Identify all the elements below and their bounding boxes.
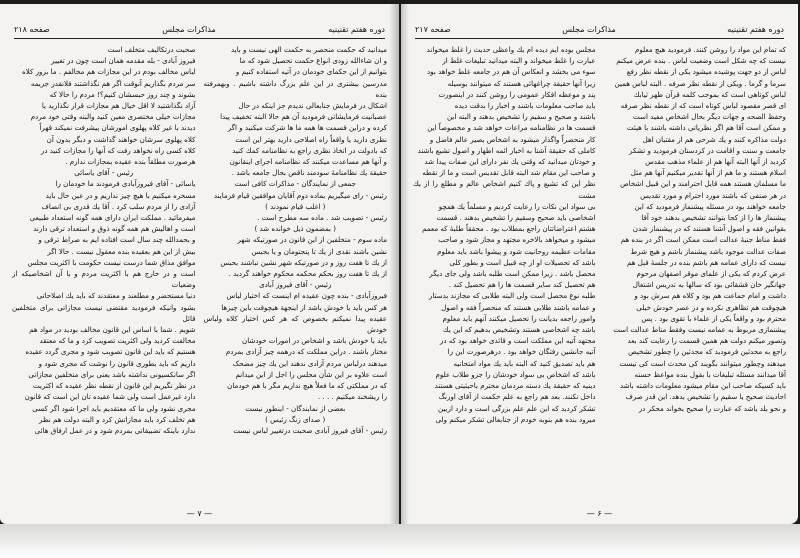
text-line: نظری دارید یا واقعاً راه اصلاحی دارید بهتر این است [235, 134, 387, 144]
text-line: کلاه پهلوی سرشان خواهند گذاشت و دیگر بدون آن [46, 134, 196, 144]
text-line: هشتم اعتراضاتتان راجع بمطلاب بود . محققاً طلبهٔ که معمم [422, 224, 596, 234]
text-line: داریم که باید بطوری قانون را نوشت که مجری شود و [38, 358, 196, 368]
text-line: باشند و صحیح و سقیم را تشخیص بدهند و البته این [447, 112, 596, 122]
text-line: و صاحب این مقام شد البته قابل تقدیس است و ما از نقطه [422, 168, 596, 178]
page-218 [0, 4, 399, 524]
text-line: آزادی را از مردم سلب کرد . آقا یك قدری بی انصاف [41, 201, 196, 211]
text-line: بقوانین فقه و اصول آشنا هستند که در پیشنماز شدن [632, 224, 786, 234]
text-line: میفرمائید . مملکت ایران دارای همه گونه استعداد طبیعی [29, 213, 196, 223]
text-line: است و اهالیش هم همه گونه ذوق و استعداد ترقی دارند [33, 224, 196, 234]
paragraph [204, 234, 388, 279]
text-line: ای قصر مقصود لباس کوتاه است که از نقطه نظر صرفه [620, 101, 786, 111]
text-line: میدهند درلباس مردم آزادی ندهند این یك چیز مضحک [232, 358, 387, 368]
text-line: کار منحصراً واگذار میشود به اشخاص بصیر عالم فاضل و [429, 134, 596, 144]
text-line: و خودتان میدانید که وقتی یك نفر دارای این صفات پیدا شد [424, 157, 596, 167]
text-line: پیشنماز ها را از کجا بتوانند تشخیص بدهند خود آقا [641, 213, 786, 223]
text-line: صحبت درتکالیف متخلف است [107, 45, 196, 54]
text-line: بشوند و چند روز حبسشان کنیم؟! مردم را حالا که [49, 89, 196, 99]
text-line: هم تخلف کرد باید مجازاتش کرد و البته دولت هم نظر [39, 414, 196, 424]
speaker-heading: بعضی از نمایندگان - اینطور نیست [245, 403, 346, 413]
text-line: سر مردم بگذاریم آنوقت اگر هم نگذاشتند فلانقدر جریمه [30, 78, 196, 88]
text-line: در هر صنفی که باشند مورد احترام و مورد تقدیس [640, 190, 786, 200]
text-line: و نحو بلد باشد که عبارت را صحیح بخواند محکر در [638, 403, 786, 413]
text-line: مدرسین بیشتری در این علم بزرگ داشته باشیم . وبهمرفته بنده [203, 78, 387, 99]
speaker-heading: رئیس - آقای یاسائی [74, 168, 134, 178]
text-line: و عمامه باشند طلابی هستند که منحصراً فقه و اصول [441, 302, 596, 312]
paragraph [204, 212, 388, 223]
text-line: باید کسیکه صاحب این مقام میشود معلومات داشته باشد [619, 381, 786, 391]
page-number-label: صفحه ۲۱۸ [14, 25, 50, 34]
folio-number: — ۶ — [586, 509, 613, 518]
text-line: باشد چه اشخاصی هستند وتشخیص بدهیم که این یك [442, 325, 596, 335]
text-line: فقط مناط جنبهٔ عدالت است ممکن است اگر در بنده هم [620, 235, 786, 245]
folio-number: — ۷ — [186, 509, 213, 518]
text-line: مجازات خیلی مختصری معین کنید والبته وقتی خود مردم [30, 112, 196, 122]
text-line: رئیس - آقای فیروز آبادی صحبت درتغییر لباس نیست [233, 425, 387, 435]
text-line: بتوانیم از این حکمای خودمان در آتیه استفاده کنیم و [235, 67, 387, 77]
text-line: کلاه کسی راه نخواهد رفت که آنها را مجازات کنید در [40, 145, 196, 155]
text-line: جامعه خواهند بود در مسئله پیشنماز فرمودید که این [634, 201, 786, 211]
text-line: و ان شاءالله زودی انواع حکمت تحصیل شود که ما [239, 56, 387, 66]
text-line: نیست که چه شکل است وضعیت لباس . بنده عرض میکنم [616, 56, 786, 66]
column-right [204, 44, 388, 508]
text-line: وتصور میکنم دولت هم همین قسمت را رعایت کند بعد [627, 336, 786, 346]
text-line: عبارت را غلط میخواند و البته میدانید تبلیغات غلط از [442, 56, 596, 66]
text-line: باید با خودش باشد و اشخاص در امورات خودشان [242, 336, 387, 346]
text-line: اشکال در فرمایش جنابعالی ندیدم جز اینکه در حال [238, 101, 387, 111]
text-line: فیروز آبادی - بله مقدمه همان است چون در تغییر [51, 56, 196, 66]
paragraph [413, 44, 596, 425]
text-line: مجری نشود ولی ما که معتقدیم باید اجرا شود اگر کسی [32, 403, 196, 413]
text-line: جامعت و سنت و اقامت در کردستان فرمودید و تشکر [629, 145, 786, 155]
text-line: هرصورت مطلقاً بنده عقیده بمجازات ندارم . [65, 157, 196, 167]
text-line: عقیده پیدا نمیکنم بخصوص که هر کس اختیار کلاه ولباس خودش [203, 313, 387, 335]
text-line: کاملی که حقیقة آشنا به اخبار ائمه اطهار و اصول تشیع باشند [417, 145, 596, 155]
text-line: ندارد باینکه تضییقاتی بمردم شود و در عمل ارفاق هائی [34, 425, 196, 435]
column-left [12, 44, 196, 508]
text-line: و ممکن است آقا هم اگر نظریاتی داشته باشند با هیئت [626, 123, 786, 133]
text-line: میرود بنده هم بنوبه خودم از جنابعالی تشکر میکنم ولی [435, 414, 596, 424]
text-line: وحفظ الصحه و جهات دیگر بحال اشخاص مفید است [633, 112, 786, 122]
text-line: که تمام این مواد را روشن کنند. فرمودید هیچ معلوم [635, 45, 786, 54]
text-line: عرض کردم که یکی از علمای موقر اصفهان مرحوم [636, 269, 786, 279]
text-line: ماده سوم - متخلفین از این قانون در صورتیکه شهر [237, 235, 387, 245]
publication-title: مذاکرات مجلس [562, 25, 616, 34]
text-line: بشود وانیکه فرمودید مقتضی نیست مجازاتی برای متخلفین قائل [12, 302, 196, 323]
publication-title: مذاکرات مجلس [162, 25, 216, 34]
paragraph [204, 44, 388, 178]
text-line: بی سواد این نکات را رعایت کردیم و مسلماً یك همچو [438, 201, 596, 211]
text-line: داشت و امام جماعت هم بود و کلاه هم سرش بود و [634, 291, 786, 301]
text-line: مخالفت کردید ولی اکثریت تصویب کرد و ما که معتقد [39, 336, 196, 346]
text-line: لباس از دو جهت پوشیده میشود یکی از نقطه نظر رفع [626, 67, 786, 77]
text-line: صفات عدالت موجود باشد پیشنماز باشم و هیچ شرط [630, 246, 786, 256]
text-line: مختار باشند . دراین مملکت که درهمه چیز آزادی بمردم [225, 347, 387, 357]
text-line: محترم بود و واقعاً یکی از علماء با تقوی بود . پس [641, 313, 786, 323]
text-line: مقامات عظیمه روحانیت شود و پیشوا باشد باید معلوم [437, 246, 596, 256]
speaker-heading: رئیس - آقای فیروز آبادی [259, 280, 332, 290]
text-line: است علاوه بر این شأن مجلس را اجل از این میدانم [235, 369, 387, 379]
text-line: لباس مخالف بودم در این مجازات هم مخالفم . ما بزور کلاه [22, 67, 196, 77]
page-number-label: صفحه ۲۱۷ [415, 25, 451, 34]
column-right [604, 44, 787, 508]
running-head [14, 24, 385, 39]
text-line: هیچوقت هم تظاهری نکرده و در عصر خودش خیلی [636, 302, 786, 312]
text-line: باید صاحب معلومات باشند و اخبار را بدقت دیده [454, 101, 596, 111]
text-line: از یك تا هفت روز و در صورتیکه شهر نشین نباشند بحبس [220, 257, 387, 267]
text-line: میدهند وچطور میتوانند بگویند کی محدث است کی نیست [619, 358, 786, 368]
text-line: احادیث صحیح یا سقیم را تشخیص بدهد. این قدر صرف [625, 392, 786, 402]
text-line: و آنها هم مساعدت میکنند که نظامنامه اجرای اینقانون [229, 157, 387, 167]
text-line: سرما و گرما . ویکی از نقطه نظر صرفه . البته لباس همین [614, 78, 786, 88]
paragraph [204, 290, 388, 402]
paragraph [204, 190, 388, 201]
text-line: تشکر کردید که این علم علم بزرگی است و دارد ازبین [438, 403, 596, 413]
text-line: مسخره میکنیم با هیچ چیز نداریم و در عین حال باید [45, 190, 196, 200]
speaker-heading: جمعی از نمایندگان - مذاکرات کافی است [234, 179, 356, 189]
text-line: کرده و دراین قسمت ها همه ما ها شرکت میکنید و اگر [227, 123, 387, 133]
text-line: دینیه که حقیقة یك دسته مردمان محترم باحیثیتی هستند [434, 381, 596, 391]
text-line: دارد غیرعمل است ولی شما عقیده تان این است که قانون [24, 392, 196, 402]
paragraph [204, 425, 388, 436]
text-line: پند و موعظه افکار عمومی را روشن کنند در اینصورت [438, 89, 596, 99]
text-line: شویم . شما با اساس این قانون مخالف بودید در مواد هم [29, 325, 196, 335]
text-line: هر کس باید با خودش باشد از اینجهة هیچوقت باین چیزها [221, 302, 387, 312]
text-line: دنیا مستحضر و مطلعند و معتقدند که باید یك اصلاحاتی [36, 291, 196, 301]
text-line: آزاد نگذاشتید لا اقل خیال هم مجازات قرار نگذارید یا [41, 101, 196, 111]
text-line: لباس کوتاهی است که بموجب کلمه قرآن طهر ثیابك [633, 89, 786, 99]
text-line: هستیم که باید این قانون تصویب شود و مجری گردد عقیده [25, 347, 196, 357]
text-line: هم تحصیل کند سایر قسمت ها را هم تحصیل کند . [448, 280, 596, 290]
text-line: میشود و میخواهد بالاخره مجتهد و مجاز شود و صاحب [438, 235, 596, 245]
proceedings-note: ( صدای زنگ رئیس ) [265, 414, 326, 424]
running-head [415, 24, 784, 39]
text-line: اشخاصی باید صحیح وسقیم را تشخیص بدهند . قسمت [436, 213, 596, 223]
text-line: اگر سانکسیونی نداشته باشد یعنی برای متخلفین مجازاتی [28, 369, 196, 379]
text-line: عصبانیت فرمایشاتی فرمودید آن هم حالا البته تخفیف پیدا [220, 112, 387, 122]
column-left [413, 44, 596, 508]
text-line: فیروزآبادی - بنده چون عقیده ام اینست که اختیار لباس [226, 291, 387, 301]
page-217 [401, 4, 798, 524]
text-line: که در مملکتی که ما فعلاً هیچ نداریم مگر با هم خودمان [227, 381, 387, 391]
scan-margin [0, 524, 800, 558]
text-line: هم باید تصدیق کنید که البته باید یك مواد امتحانیه [453, 358, 596, 368]
text-line: رئیس - رای میگیریم بماده دوم آقایان موافقین قیام فرمایند [213, 190, 387, 200]
text-line: باشد که تحصیلات او از چه قبیل است و بطور کلی [449, 257, 596, 267]
text-line: نشین باشند نقدی از یك تا پنجتومان و یا بحبس [251, 246, 387, 256]
session-label: دوره هفتم تقنینیه [727, 25, 784, 34]
text-line: راجع به محدثین فرمودید که محدثین را چطور تشخیص [628, 347, 786, 357]
text-line: و بحمدالله چند سال است افتاده ایم به صراط ترقی و [38, 235, 196, 245]
text-line: جهانگیر خان قشقائی بود که سالها به تدریس اشتغال [632, 280, 786, 290]
text-line: از یك تا هفت روز بحکم محکمه محکوم خواهند گردید . [228, 269, 387, 279]
text-line: که بادولت در اتخاذ نظری راجع به نظامنامه کمك کنید [232, 145, 387, 155]
text-line: دولت مذاکره کنند و یك شرحی هم از مقتبان اهل [642, 134, 786, 144]
text-columns [12, 44, 387, 508]
proceedings-note: ( بمضمون ذیل خوانده شد ) [254, 224, 337, 234]
paragraph [12, 44, 196, 167]
text-line: در نظر نگیریم این قانون از نقطه نظر عقیده که اکثریت [33, 381, 196, 391]
text-line: زیرا آنها حقیقة چراغهائی هستند که میتوانند بوسیله [447, 78, 596, 88]
session-label: دوره هفتم تقنینیه [328, 25, 385, 34]
text-line: مجتهد آتیه این مملکت است و قائدی خواهد بود که در [439, 336, 596, 346]
text-line: محصل باشد . زیرا ممکن است طلبه باشد ولی جای دیگر [429, 269, 596, 279]
text-line: رئیس - تصویب شد . ماده سه مطرح است . [257, 213, 387, 223]
text-line: حقیقة یك نظامنامهٔ سودمند ناقص بحال جامعه باشد . [231, 168, 387, 178]
text-line: نیست که دارای عمامه هم باشم بنده در جلسهٔ قبل هم [627, 257, 786, 267]
text-line: یاسائی - آقای فیروزآبادی فرمودند ما خودمان را [55, 179, 196, 189]
paragraph [604, 44, 787, 414]
text-line: کردید از آنها البته آنها هم از علماء مذهب مقدس [645, 157, 786, 167]
text-line: وامور راجعه بدیانت را تحصیل میکنند آنهم باید معلوم [442, 313, 596, 323]
text-line: سوء می بخشد و انعکاس آن هم در جامعه غلط خواهد بود [427, 67, 596, 77]
text-line: موافق مذاق شما درست نیست حکومت با اکثریت مجلس [27, 257, 196, 267]
text-line: مجلس بوده ایم دیده ام یك واعظی حدیث را غلط میخواند [426, 45, 596, 54]
text-line: نظر این که تشیع و پاك کنیم اشخاص عالم و مطلع را از یك مشت [413, 179, 596, 200]
text-line: آتیه جانشین رفتگان خواهد بود . درهرصورت این را [447, 347, 596, 357]
text-line: قسمت ها در نظامنامه مراعات خواهد شد و مخصوصاً این [427, 123, 596, 133]
text-line: میدانید که حکمت منحصر به حکمت الهی نیست و باید [230, 45, 387, 54]
text-line: پیشنمازی مربوط به عمامه نیست وفقط مناط عدالت است [613, 325, 786, 335]
text-line: داخل نکنند. بعد هم راجع به علم حکمت از آقای اورنگ [438, 392, 596, 402]
text-line: را ریشخند میکنیم . . . . [318, 392, 387, 402]
paragraph [12, 178, 196, 436]
text-line: بیش از این هم بعقیده بنده معقول نیست . حالا اگر [47, 246, 196, 256]
text-line: اسلام هستند و ما هم از آنها تقدیر میکنیم آنها هم مثل [630, 168, 786, 178]
text-columns [413, 44, 786, 508]
text-line: طلبه نوع محصل است ولی البته طلابی که مجازند بدستار [428, 291, 596, 301]
proceedings-note: ( اغلب قیام نمودند ) [265, 201, 326, 211]
text-line: آقا میدانند مسئله تبلیغات با بقول بنده مواعظ حسنه [634, 369, 786, 379]
text-line: باشد که اشخاص بی سواد خودشان را جزو طلاب علوم [435, 369, 596, 379]
text-line: دیدند با غیر کلاه پهلوی امورشان پیشرفت نمیکند قهراً [39, 123, 196, 133]
text-line: است و در خارج هم با اکثریت مردم و با آن اشخاصیکه از وضعیات [12, 269, 196, 290]
text-line: ما مسلمان هستند همه قابل احترامند و این قبیل اشخاص [620, 179, 786, 189]
